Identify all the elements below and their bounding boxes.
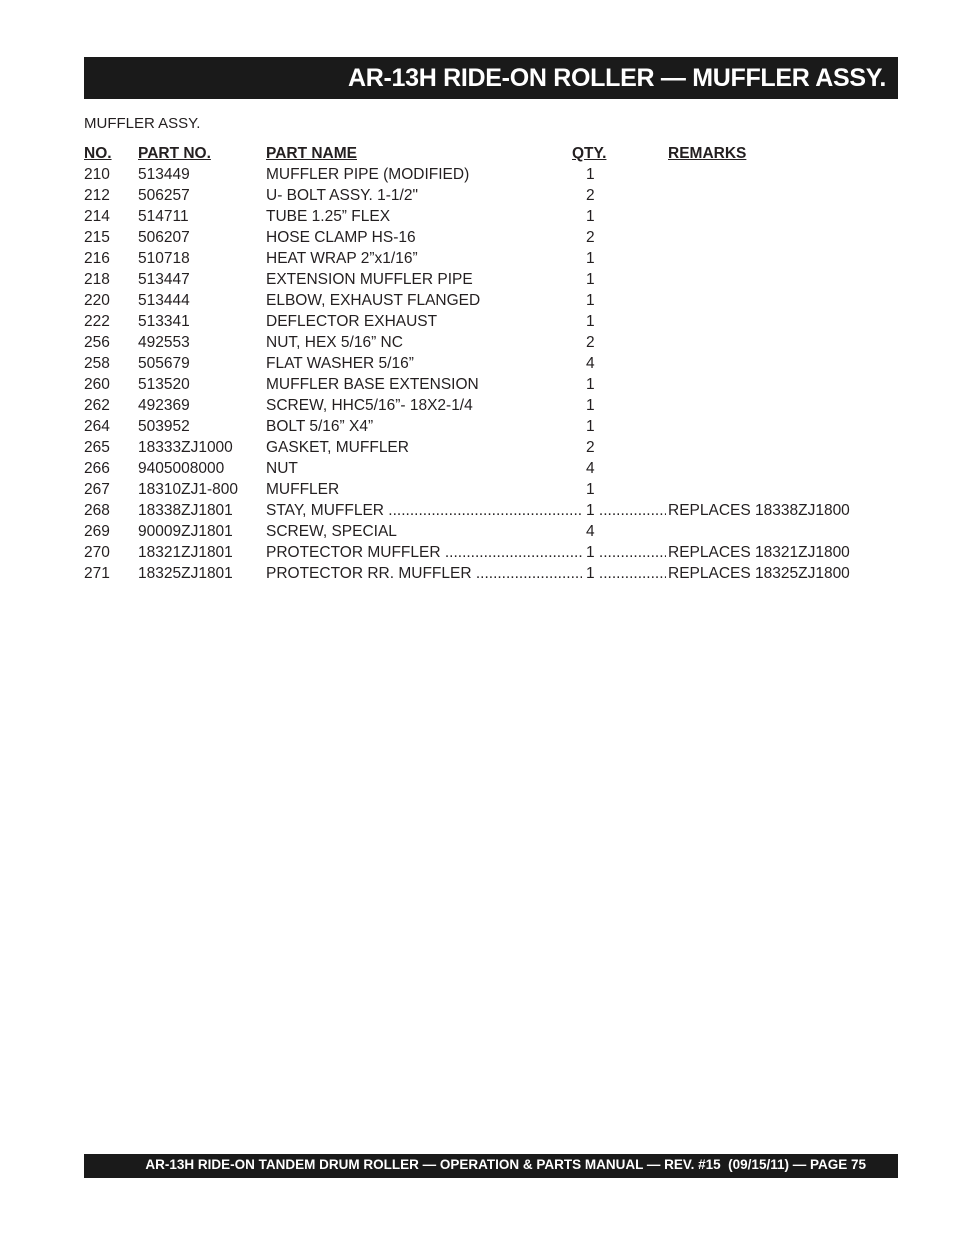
part-number-index: 210 xyxy=(84,166,110,183)
part-number: 18325ZJ1801 xyxy=(138,565,233,582)
table-row xyxy=(84,269,884,290)
quantity: 1 xyxy=(586,481,595,498)
column-header-no: NO. xyxy=(84,145,112,162)
page-footer-bar xyxy=(84,1154,898,1178)
quantity: 1 ..... xyxy=(586,500,666,521)
remarks: REPLACES 18321ZJ1800 xyxy=(668,544,850,561)
part-number-index: 265 xyxy=(84,439,110,456)
part-number-index: 214 xyxy=(84,208,110,225)
part-number-index: 262 xyxy=(84,397,110,414)
part-number-index: 256 xyxy=(84,334,110,351)
table-row xyxy=(84,248,884,269)
part-number-index: 215 xyxy=(84,229,110,246)
part-number: 18321ZJ1801 xyxy=(138,544,233,561)
part-name: EXTENSION MUFFLER PIPE xyxy=(266,271,473,288)
quantity: 2 xyxy=(586,229,595,246)
quantity: 1 ..... xyxy=(586,563,666,584)
part-name: GASKET, MUFFLER xyxy=(266,439,409,456)
table-row xyxy=(84,521,884,542)
column-header-part-name: PART NAME xyxy=(266,145,357,162)
column-header-qty: QTY. xyxy=(572,145,607,162)
part-number: 492553 xyxy=(138,334,190,351)
quantity: 2 xyxy=(586,334,595,351)
remarks: REPLACES 18338ZJ1800 xyxy=(668,502,850,519)
quantity: 4 xyxy=(586,523,595,540)
quantity: 1 xyxy=(586,313,595,330)
part-number: 513341 xyxy=(138,313,190,330)
part-number: 18333ZJ1000 xyxy=(138,439,233,456)
part-number-index: 266 xyxy=(84,460,110,477)
table-row xyxy=(84,437,884,458)
quantity: 2 xyxy=(586,187,595,204)
quantity: 1 xyxy=(586,397,595,414)
part-name: SCREW, HHC5/16”- 18X2-1/4 xyxy=(266,397,473,414)
table-row xyxy=(84,185,884,206)
part-number-index: 268 xyxy=(84,502,110,519)
table-row xyxy=(84,500,884,521)
part-name: BOLT 5/16” X4” xyxy=(266,418,374,435)
part-number: 18310ZJ1-800 xyxy=(138,481,238,498)
part-name: PROTECTOR MUFFLER ..... xyxy=(266,542,582,563)
part-number-index: 218 xyxy=(84,271,110,288)
part-name: U- BOLT ASSY. 1-1/2" xyxy=(266,187,418,204)
table-row xyxy=(84,374,884,395)
part-name: STAY, MUFFLER ..... xyxy=(266,500,582,521)
table-header-row xyxy=(84,143,884,164)
table-row xyxy=(84,311,884,332)
part-number: 514711 xyxy=(138,208,189,225)
part-number-index: 220 xyxy=(84,292,110,309)
page-header-bar xyxy=(84,57,898,99)
part-number-index: 271 xyxy=(84,565,110,582)
column-header-part-no: PART NO. xyxy=(138,145,211,162)
part-name: MUFFLER PIPE (MODIFIED) xyxy=(266,166,470,183)
quantity: 1 xyxy=(586,250,595,267)
part-name: NUT xyxy=(266,460,298,477)
part-number: 492369 xyxy=(138,397,190,414)
table-row xyxy=(84,164,884,185)
page-title: AR-13H RIDE-ON ROLLER — MUFFLER ASSY. xyxy=(348,64,886,92)
column-header-remarks: REMARKS xyxy=(668,145,747,162)
parts-table xyxy=(84,143,884,584)
part-name: MUFFLER xyxy=(266,481,340,498)
quantity: 4 xyxy=(586,460,595,477)
part-number: 513449 xyxy=(138,166,190,183)
table-row xyxy=(84,227,884,248)
part-name: HEAT WRAP 2”x1/16” xyxy=(266,250,418,267)
table-row xyxy=(84,395,884,416)
table-row xyxy=(84,563,884,584)
part-number-index: 260 xyxy=(84,376,110,393)
footer-text: AR-13H RIDE-ON TANDEM DRUM ROLLER — OPERATION & PARTS MANUAL — REV. #15 (09/15/11) — PAGE 75 xyxy=(145,1157,866,1172)
part-number: 505679 xyxy=(138,355,190,372)
part-number: 90009ZJ1801 xyxy=(138,523,233,540)
table-row xyxy=(84,353,884,374)
part-number-index: 212 xyxy=(84,187,110,204)
part-number-index: 267 xyxy=(84,481,110,498)
table-row xyxy=(84,290,884,311)
part-number: 18338ZJ1801 xyxy=(138,502,233,519)
table-row xyxy=(84,416,884,437)
quantity: 4 xyxy=(586,355,595,372)
part-number: 513444 xyxy=(138,292,190,309)
part-number-index: 269 xyxy=(84,523,110,540)
quantity: 1 ..... xyxy=(586,542,666,563)
table-row xyxy=(84,332,884,353)
part-number: 510718 xyxy=(138,250,190,267)
part-number-index: 264 xyxy=(84,418,110,435)
part-name: FLAT WASHER 5/16” xyxy=(266,355,414,372)
section-label: MUFFLER ASSY. xyxy=(84,115,201,132)
part-name: MUFFLER BASE EXTENSION xyxy=(266,376,479,393)
quantity: 2 xyxy=(586,439,595,456)
part-number: 513447 xyxy=(138,271,190,288)
table-row xyxy=(84,479,884,500)
quantity: 1 xyxy=(586,208,595,225)
part-name: DEFLECTOR EXHAUST xyxy=(266,313,438,330)
part-name: SCREW, SPECIAL xyxy=(266,523,397,540)
quantity: 1 xyxy=(586,418,595,435)
part-number: 503952 xyxy=(138,418,190,435)
quantity: 1 xyxy=(586,166,595,183)
table-body xyxy=(84,164,884,584)
part-number-index: 258 xyxy=(84,355,110,372)
table-row xyxy=(84,542,884,563)
table-row xyxy=(84,458,884,479)
part-name: ELBOW, EXHAUST FLANGED xyxy=(266,292,481,309)
part-number: 506257 xyxy=(138,187,190,204)
part-number: 9405008000 xyxy=(138,460,225,477)
part-name: PROTECTOR RR. MUFFLER ..... xyxy=(266,563,582,584)
part-number: 513520 xyxy=(138,376,190,393)
table-row xyxy=(84,206,884,227)
quantity: 1 xyxy=(586,376,595,393)
part-number-index: 270 xyxy=(84,544,110,561)
part-name: HOSE CLAMP HS-16 xyxy=(266,229,416,246)
part-number: 506207 xyxy=(138,229,190,246)
part-name: TUBE 1.25” FLEX xyxy=(266,208,391,225)
remarks: REPLACES 18325ZJ1800 xyxy=(668,565,850,582)
quantity: 1 xyxy=(586,271,595,288)
part-number-index: 216 xyxy=(84,250,110,267)
quantity: 1 xyxy=(586,292,595,309)
part-name: NUT, HEX 5/16” NC xyxy=(266,334,403,351)
part-number-index: 222 xyxy=(84,313,110,330)
